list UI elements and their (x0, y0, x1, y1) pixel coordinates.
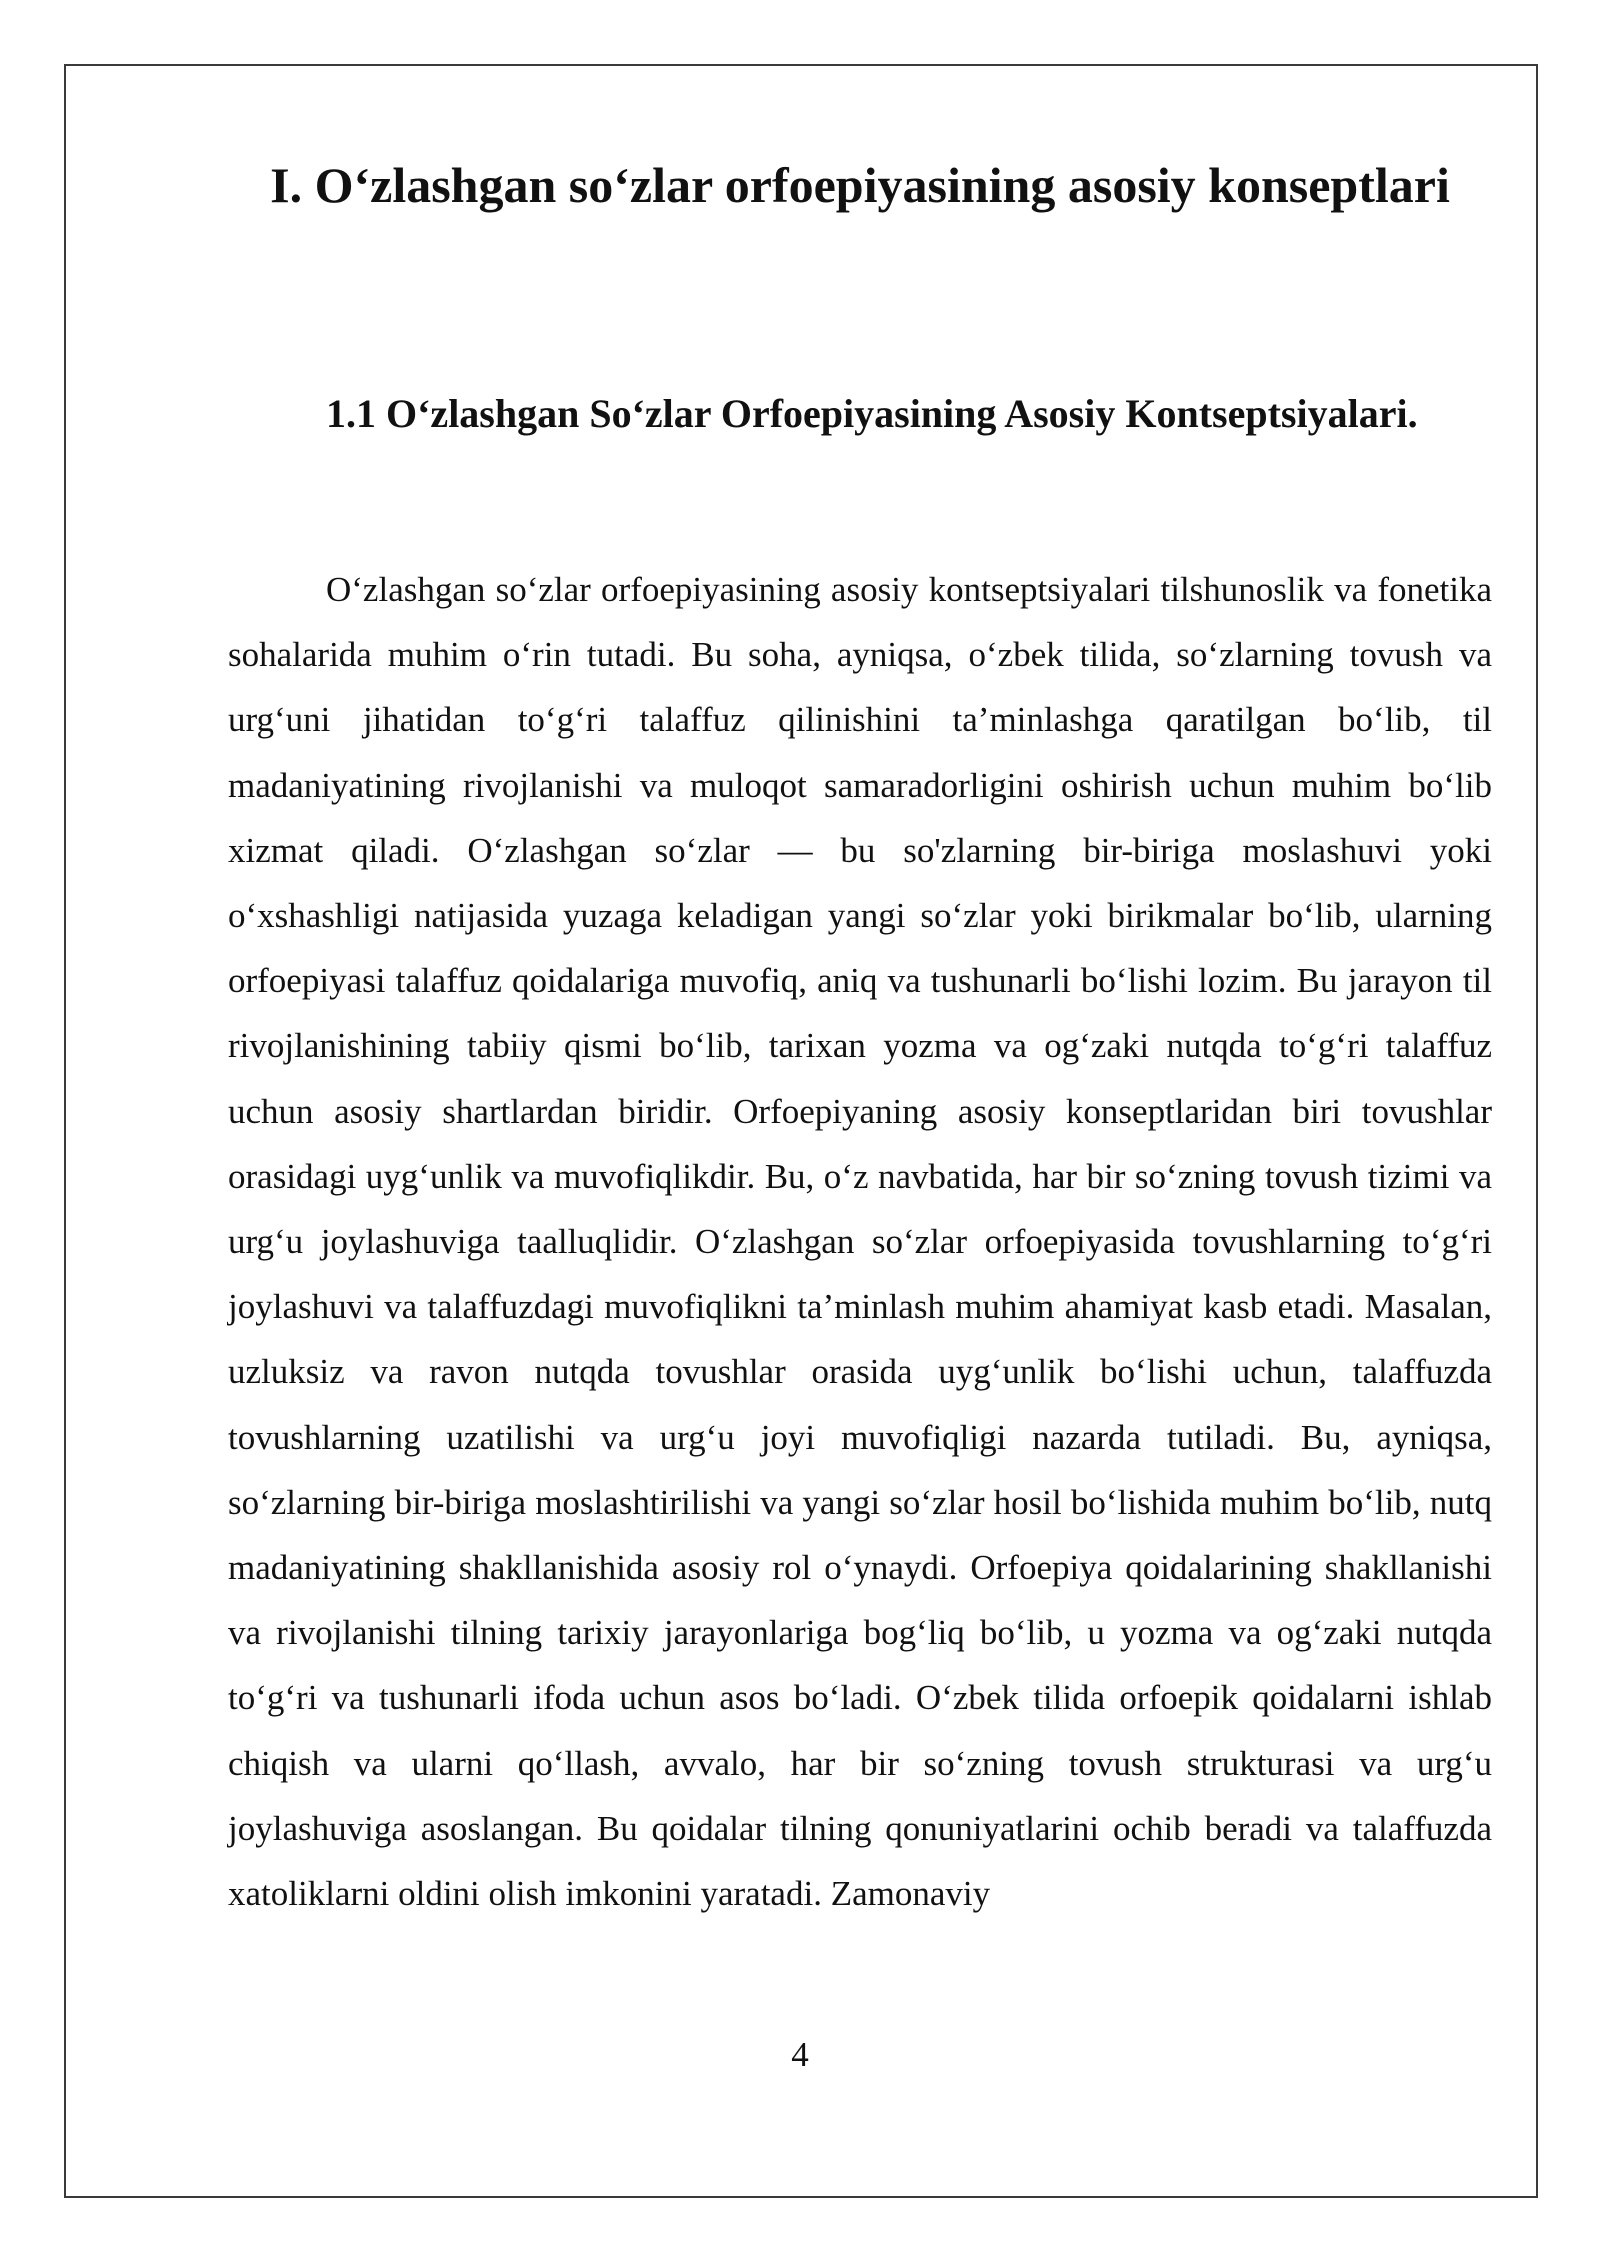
section-number: 1.1 (326, 391, 376, 436)
section-title: O‘zlashgan So‘zlar Orfoepiyasining Asosiy Kontseptsiyalari. (386, 391, 1418, 436)
section-heading (326, 378, 1492, 450)
chapter-title: I. O‘zlashgan so‘zlar orfoepiyasining asosiy konseptlari (270, 157, 1450, 213)
body-paragraph: O‘zlashgan so‘zlar orfoepiyasining asosiy kontseptsiyalari tilshunoslik va fonetika sohalarida muhim o‘rin tutadi. Bu soha, ayniqsa, o‘zbek tilida, so‘zlarning tovush va urg‘uni jihatidan to‘g‘ri talaffuz qilinishini ta’minlashga qaratilgan bo‘lib, til madaniyatining rivojlanishi va muloqot samaradorligini oshirish uchun muhim bo‘lib xizmat qiladi. O‘zlashgan so‘zlar — bu so'zlarning bir-biriga moslashuvi yoki o‘xshashligi natijasida yuzaga keladigan yangi so‘zlar yoki birikmalar bo‘lib, ularning orfoepiyasi talaffuz qoidalariga muvofiq, aniq va tushunarli bo‘lishi lozim. Bu jarayon til rivojlanishining tabiiy qismi bo‘lib, tarixan yozma va og‘zaki nutqda to‘g‘ri talaffuz uchun asosiy shartlardan biridir. Orfoepiyaning asosiy konseptlaridan biri tovushlar orasidagi uyg‘unlik va muvofiqlikdir. Bu, o‘z navbatida, har bir so‘zning tovush tizimi va urg‘u joylashuviga taalluqlidir. O‘zlashgan so‘zlar orfoepiyasida tovushlarning to‘g‘ri joylashuvi va talaffuzdagi muvofiqlikni ta’minlash muhim ahamiyat kasb etadi. Masalan, uzluksiz va ravon nutqda tovushlar orasida uyg‘unlik bo‘lishi uchun, talaffuzda tovushlarning uzatilishi va urg‘u joyi muvofiqligi nazarda tutiladi. Bu, ayniqsa, so‘zlarning bir-biriga moslashtirilishi va yangi so‘zlar hosil bo‘lishida muhim bo‘lib, nutq madaniyatining shakllanishida asosiy rol o‘ynaydi. Orfoepiya qoidalarining shakllanishi va rivojlanishi tilning tarixiy jarayonlariga bog‘liq bo‘lib, u yozma va og‘zaki nutqda to‘g‘ri va tushunarli ifoda uchun asos bo‘ladi. O‘zbek tilida orfoepik qoidalarni ishlab chiqish va ularni qo‘llash, avvalo, har bir so‘zning tovush strukturasi va urg‘u joylashuviga asoslangan. Bu qoidalar tilning qonuniyatlarini ochib beradi va talaffuzda xatoliklarni oldini olish imkonini yaratadi. Zamonaviy (228, 570, 1492, 1914)
page-number: 4 (791, 2035, 809, 2074)
